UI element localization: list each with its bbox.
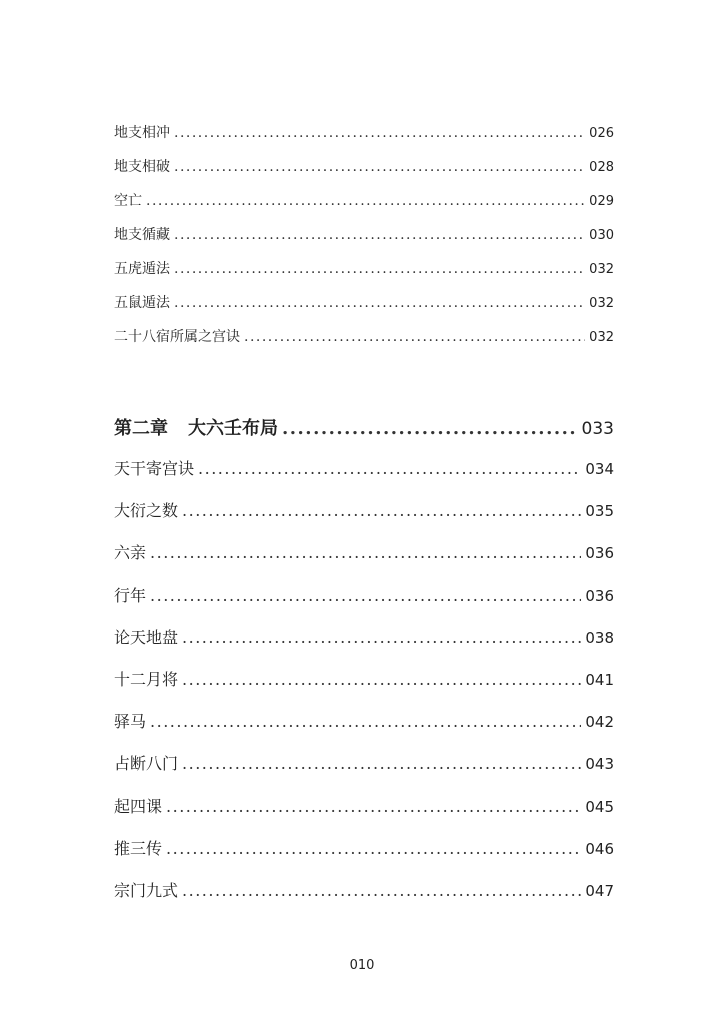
toc-entry-page: 036 xyxy=(585,544,614,563)
toc-entry-page: 032 xyxy=(589,296,614,311)
toc-entry-title: 天干寄宫诀 xyxy=(114,459,195,478)
toc-entry[interactable] xyxy=(114,292,614,326)
page-number-footer: 010 xyxy=(349,958,375,973)
toc-entry-title: 地支循藏 xyxy=(114,227,170,243)
toc-leader-dots xyxy=(150,712,581,731)
toc-entry[interactable] xyxy=(114,122,614,156)
toc-entry[interactable] xyxy=(114,836,614,878)
toc-entry-page: 028 xyxy=(589,160,614,175)
toc-entry-title: 起四课 xyxy=(114,796,163,816)
toc-leader-dots xyxy=(182,670,581,689)
toc-leader-dots xyxy=(150,586,581,605)
toc-entry[interactable] xyxy=(114,583,614,625)
toc-entry-title: 大衍之数 xyxy=(114,501,179,521)
toc-entry[interactable] xyxy=(114,258,614,292)
toc-entry-title: 占断八门 xyxy=(114,754,179,774)
toc-entry-title: 地支相冲 xyxy=(114,125,170,141)
chapter-page: 033 xyxy=(581,419,614,439)
toc-entry-page: 035 xyxy=(585,502,614,521)
toc-leader-dots xyxy=(174,261,585,277)
toc-entry[interactable] xyxy=(114,456,614,498)
toc-leader-dots xyxy=(182,754,581,773)
toc-leader-dots xyxy=(174,159,585,175)
toc-leader-dots xyxy=(182,881,581,900)
toc-entry[interactable] xyxy=(114,794,614,836)
toc-entry-page: 046 xyxy=(585,839,614,858)
toc-section-b xyxy=(114,414,614,920)
toc-entry-title: 空亡 xyxy=(114,193,142,209)
toc-entry-title: 驿马 xyxy=(114,712,147,732)
toc-entry-page: 047 xyxy=(585,881,614,900)
toc-entry-title: 推三传 xyxy=(114,838,163,858)
toc-entry-title: 宗门九式 xyxy=(114,880,179,900)
toc-entry[interactable] xyxy=(114,224,614,258)
toc-chapter-heading[interactable] xyxy=(114,414,614,456)
toc-entry-page: 042 xyxy=(585,713,614,732)
toc-leader-dots xyxy=(150,543,581,562)
toc-leader-dots xyxy=(182,628,581,647)
toc-entry[interactable] xyxy=(114,326,614,360)
toc-leader-dots xyxy=(146,193,585,209)
toc-entry-page: 032 xyxy=(589,262,614,277)
chapter-title xyxy=(114,414,278,440)
toc-entry-title: 五虎遁法 xyxy=(114,261,170,277)
toc-entry-page: 036 xyxy=(585,586,614,605)
toc-leader-dots xyxy=(174,227,585,243)
toc-entry-title: 二十八宿所属之宫诀 xyxy=(114,329,240,345)
toc-entry-page: 045 xyxy=(585,797,614,816)
toc-leader-dots xyxy=(174,125,585,141)
toc-entry[interactable] xyxy=(114,190,614,224)
toc-leader-dots xyxy=(182,501,581,520)
toc-section-a xyxy=(114,122,614,360)
toc-entry-title: 十二月将 xyxy=(114,669,179,689)
toc-entry[interactable] xyxy=(114,751,614,793)
toc-entry-page: 043 xyxy=(585,755,614,774)
toc-entry-title: 五鼠遁法 xyxy=(114,295,170,311)
toc-leader-dots xyxy=(244,329,585,345)
toc-leader-dots xyxy=(282,418,578,439)
toc-entry-page: 026 xyxy=(589,126,614,141)
toc-entry-page: 030 xyxy=(589,228,614,243)
toc-entry[interactable] xyxy=(114,667,614,709)
toc-entry-title: 地支相破 xyxy=(114,159,170,175)
chapter-number: 第二章 xyxy=(114,418,168,439)
toc-leader-dots xyxy=(198,459,581,478)
toc-entry-title: 行年 xyxy=(114,585,147,605)
toc-leader-dots xyxy=(166,797,581,816)
toc-entry-page: 032 xyxy=(589,330,614,345)
toc-entry[interactable] xyxy=(114,709,614,751)
toc-entry-title: 论天地盘 xyxy=(114,627,179,647)
toc-entry[interactable] xyxy=(114,156,614,190)
toc-entry-page: 029 xyxy=(589,194,614,209)
toc-entry-page: 041 xyxy=(585,670,614,689)
toc-entry-page: 038 xyxy=(585,628,614,647)
toc-leader-dots xyxy=(174,295,585,311)
toc-entry[interactable] xyxy=(114,625,614,667)
toc-entry-title: 六亲 xyxy=(114,543,147,563)
toc-entry-page: 034 xyxy=(585,460,614,478)
chapter-name: 大六壬布局 xyxy=(188,418,278,439)
toc-entry[interactable] xyxy=(114,540,614,582)
toc-leader-dots xyxy=(166,839,581,858)
toc-entry[interactable] xyxy=(114,498,614,540)
toc-entry[interactable] xyxy=(114,878,614,920)
